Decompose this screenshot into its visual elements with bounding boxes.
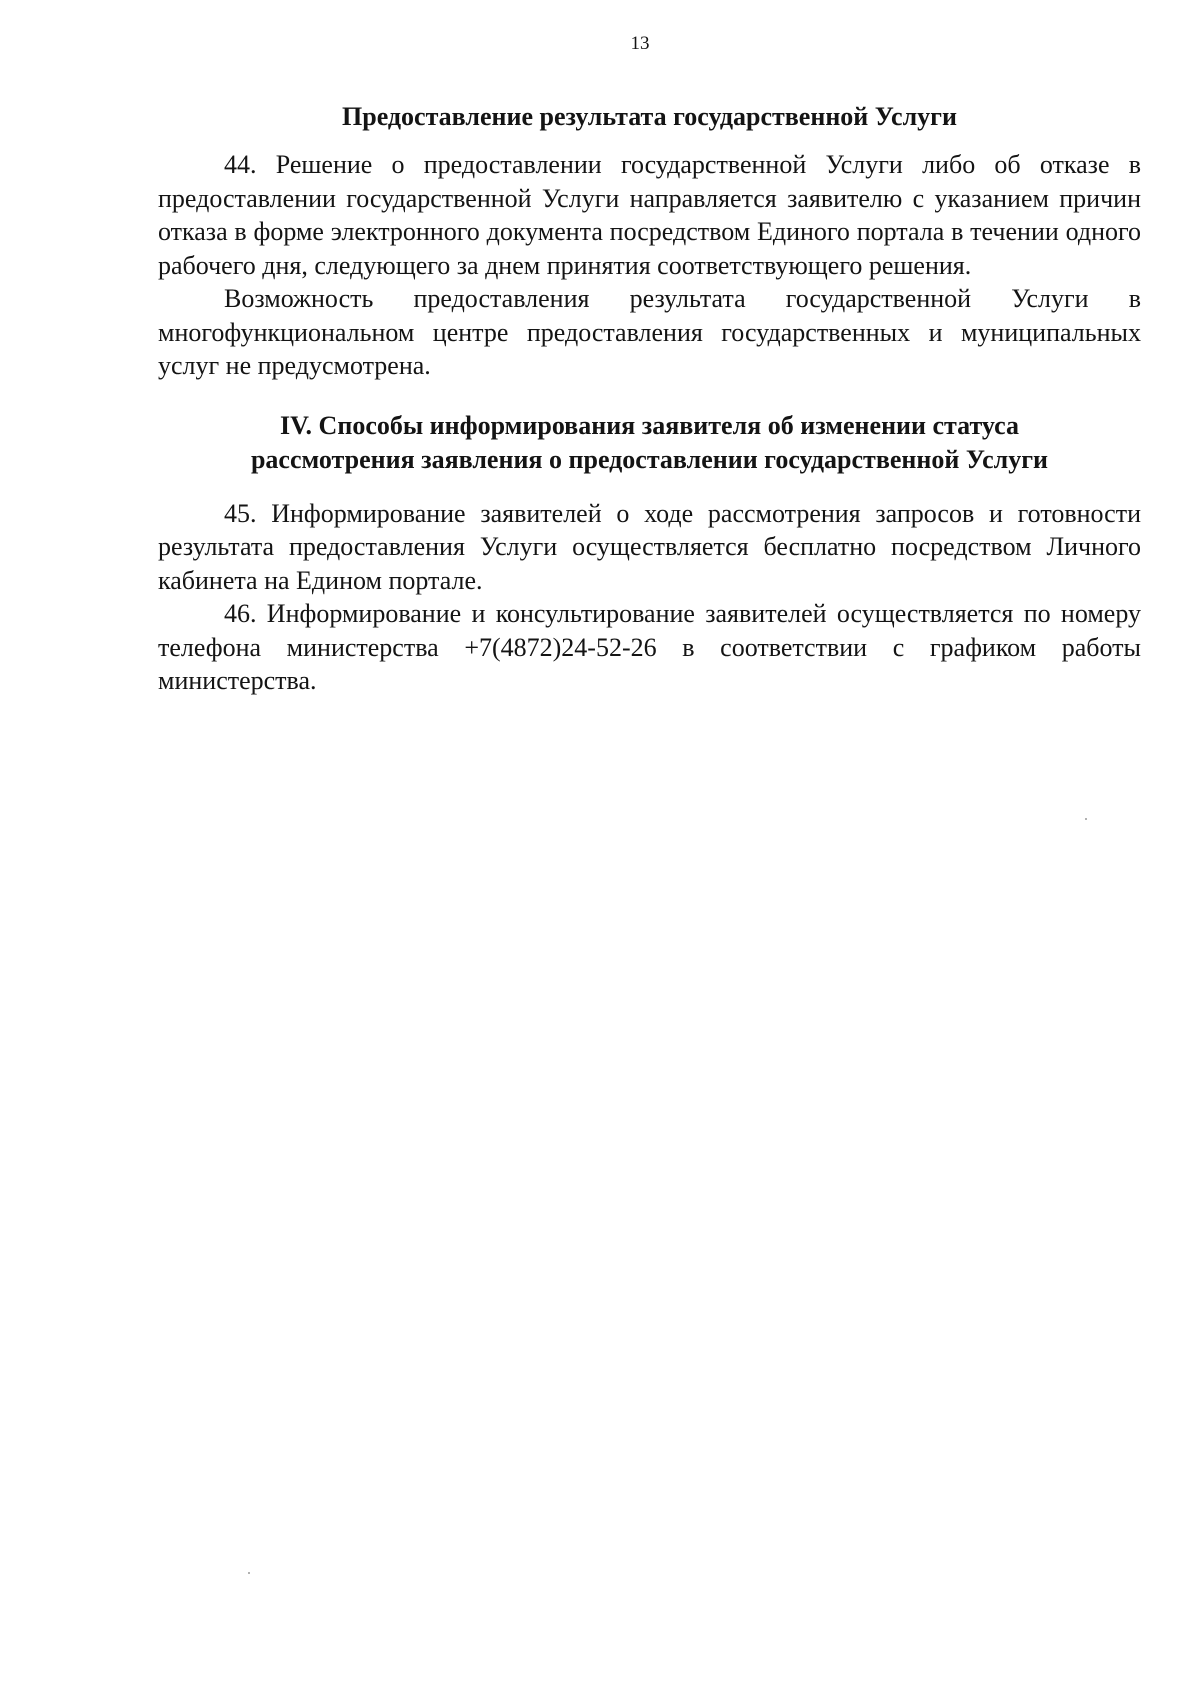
section-heading-iv: [158, 409, 1141, 477]
paragraph-44: 44. Решение о предоставлении государственной Услуги либо об отказе в предоставлении государственной Услуги направляется заявителю с указанием причин отказа в форме электронного документа посредством Единого портала в течении одного рабочего дня, следующего за днем принятия соответствующего решения.: [158, 150, 1141, 280]
section-heading-result-text: Предоставление результата государственной Услуги: [342, 102, 957, 131]
paragraph-mfc: Возможность предоставления результата государственной Услуги в многофункциональном центре предоставления государственных и муниципальных услуг не предусмотрена.: [158, 284, 1141, 380]
section-heading-result: [158, 100, 1141, 134]
document-body: [158, 100, 1141, 698]
section-heading-iv-line2: рассмотрения заявления о предоставлении государственной Услуги: [250, 444, 1049, 474]
scan-speck: [248, 1572, 250, 1574]
scan-speck: [1085, 818, 1087, 820]
paragraph-46: 46. Информирование и консультирование заявителей осуществляется по номеру телефона министерства +7(4872)24-52-26 в соответствии с графиком работы министерства.: [158, 599, 1141, 695]
page-number: 13: [630, 33, 650, 54]
section-heading-iv-line1: IV. Способы информирования заявителя об изменении статуса: [280, 410, 1019, 440]
paragraph-45: 45. Информирование заявителей о ходе рассмотрения запросов и готовности результата предоставления Услуги осуществляется бесплатно посредством Личного кабинета на Едином портале.: [158, 498, 1141, 595]
